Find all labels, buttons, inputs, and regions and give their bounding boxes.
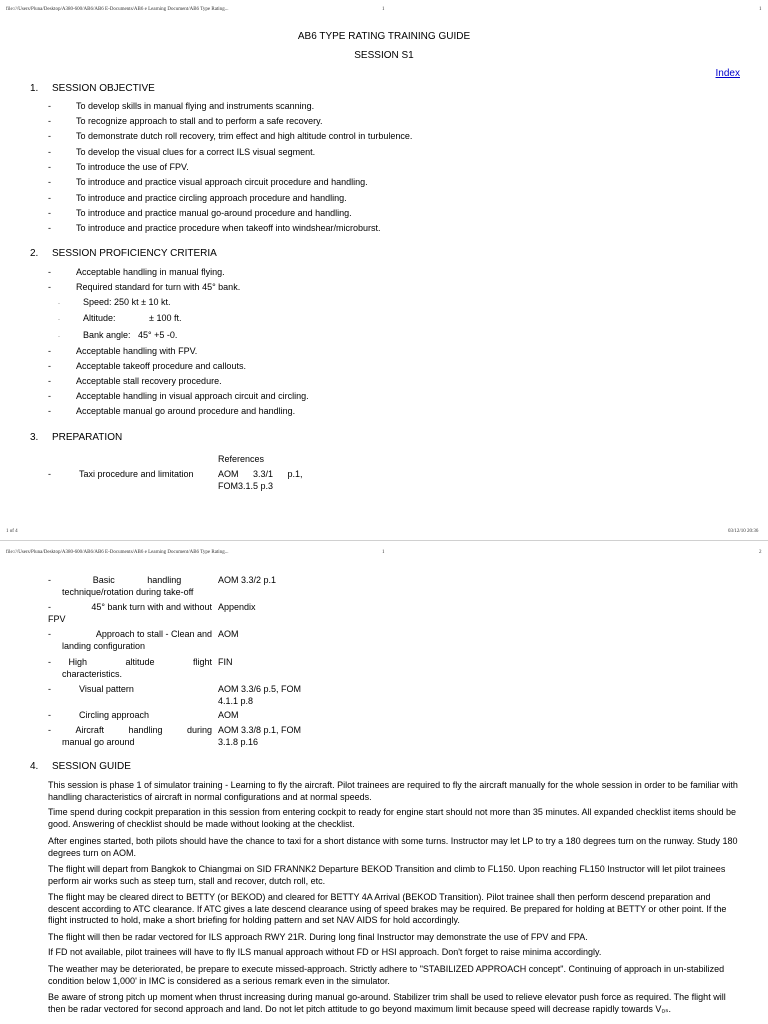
prep-row-ref: FIN xyxy=(218,657,233,667)
prep-row-ref: AOM 3.3/6 p.5, FOM 4.1.1 p.8 xyxy=(218,684,302,706)
footer-datetime: 03/12/10 20:36 xyxy=(728,529,759,534)
prep-row-ref: AOM 3.3/8 p.1, FOM 3.1.8 p.16 xyxy=(218,725,302,747)
list-item: - Acceptable handling in visual approach circuit and circling. xyxy=(48,391,309,401)
guide-paragraph: Time spend during cockpit preparation in this session from entering cockpit to ready for engine start should not more than 35 minutes. All expanded checklist items should be good. Answering of checklist should be made without looking at the checklist. xyxy=(48,807,737,829)
section-heading: 4. SESSION GUIDE xyxy=(30,761,131,772)
list-item: - To demonstrate dutch roll recovery, trim effect and high altitude control in turbulence. xyxy=(48,131,413,141)
criteria-subitem: · Speed: 250 kt ± 10 kt. xyxy=(58,297,171,307)
prep-row-dash: - xyxy=(48,657,51,667)
prep-row-label: 45° bank turn with and without FPV xyxy=(48,602,212,624)
prep-row-dash: - xyxy=(48,602,51,612)
guide-paragraph: If FD not available, pilot trainees will have to fly ILS manual approach without FD or HSI approach. Don't forget to raise minima accordingly. xyxy=(48,947,602,957)
prep-row-ref: AOM 3.3/1 p.1, FOM3.1.5 p.3 xyxy=(218,469,303,491)
criteria-subitem: · Bank angle: 45° +5 -0. xyxy=(58,330,178,340)
index-link[interactable]: Index xyxy=(715,68,740,79)
guide-paragraph: The weather may be deteriorated, be prepare to execute missed-approach. Strictly adhere to "STABILIZED APPROACH concept". Continuing of approach in un-stabilized condition below 1,000' in IMC is considered as a serious remark even in the simulator. xyxy=(48,964,725,986)
guide-paragraph: After engines started, both pilots should have the chance to taxi for a short distance with some turns. Instructor may let LP to try a 180 degrees turn on the runway. Study 180 degrees turn on AOM. xyxy=(48,836,738,858)
section-heading: 2. SESSION PROFICIENCY CRITERIA xyxy=(30,248,217,259)
header-page: 1 xyxy=(382,7,385,12)
list-item: - To introduce and practice circling approach procedure and handling. xyxy=(48,193,347,203)
header-num: 2 xyxy=(759,550,762,555)
section-heading: 1. SESSION OBJECTIVE xyxy=(30,83,155,94)
list-item: - To introduce the use of FPV. xyxy=(48,162,189,172)
references-header: References xyxy=(218,454,265,464)
criteria-subitem: · Altitude: ± 100 ft. xyxy=(58,313,182,323)
list-item: - To introduce and practice procedure when takeoff into windshear/microburst. xyxy=(48,223,381,233)
list-item: - To recognize approach to stall and to perform a safe recovery. xyxy=(48,116,323,126)
header-path: file:///Users/Pluna/Desktop/A380-600/AB6/AB6 E-Documents/AB6 e Learning Document/AB6 Type Rating... xyxy=(6,7,229,12)
list-item: - To develop the visual clues for a correct ILS visual segment. xyxy=(48,147,316,157)
prep-row-dash: - xyxy=(48,710,51,720)
header-page: 1 xyxy=(382,550,385,555)
prep-row-ref: Appendix xyxy=(218,602,256,612)
list-item: - To introduce and practice visual approach circuit procedure and handling. xyxy=(48,177,368,187)
section-heading: 3. PREPARATION xyxy=(30,432,123,443)
list-item: - To introduce and practice manual go-around procedure and handling. xyxy=(48,208,352,218)
header-path: file:///Users/Pluna/Desktop/A380-600/AB6/AB6 E-Documents/AB6 e Learning Document/AB6 Type Rating... xyxy=(6,550,229,555)
list-item: - To develop skills in manual flying and instruments scanning. xyxy=(48,101,315,111)
guide-paragraph: Be aware of strong pitch up moment when thrust increasing during manual go-around. Stabilizer trim shall be used to relieve elevator push force as required. The flight will then be radar vectored for second approach and land. Do not let pitch attitude to go beyond maximum limit because speed will decrease rapidly towards V₀ₛ. xyxy=(48,992,726,1014)
prep-row-ref: AOM 3.3/2 p.1 xyxy=(218,575,277,585)
prep-row-label: Circling approach xyxy=(79,710,150,720)
prep-row-label: - Taxi procedure and limitation xyxy=(48,469,194,479)
guide-paragraph: The flight may be cleared direct to BETTY (or BEKOD) and cleared for BETTY 4A Arrival (BEKOD Transition). Pilot trainee shall then perform descend preparation and descent according to ATC clearance. If ATC gives a late descend clearance using of speed brakes may be required. Be prepared for holding at BETTY or other point. If the flight instructed to hold, make a short briefing for holding pattern and set NAV AIDS for hold accordingly. xyxy=(48,892,727,926)
footer-page-count: 1 of 4 xyxy=(6,529,18,534)
list-item: - Required standard for turn with 45° bank. xyxy=(48,282,241,292)
list-item: - Acceptable handling with FPV. xyxy=(48,346,198,356)
prep-row-ref: AOM xyxy=(218,629,239,639)
prep-row-ref: AOM xyxy=(218,710,239,720)
header-num: 1 xyxy=(759,7,762,12)
list-item: - Acceptable stall recovery procedure. xyxy=(48,376,222,386)
guide-paragraph: The flight will then be radar vectored for ILS approach RWY 21R. During long final Instructor may demonstrate the use of FPV and FPA. xyxy=(48,932,588,942)
list-item: - Acceptable handling in manual flying. xyxy=(48,267,225,277)
session-title: SESSION S1 xyxy=(354,50,414,61)
prep-row-dash: - xyxy=(48,629,51,639)
doc-title: AB6 TYPE RATING TRAINING GUIDE xyxy=(297,31,471,42)
list-item: - Acceptable manual go around procedure and handling. xyxy=(48,406,296,416)
prep-row-label: Visual pattern xyxy=(79,684,134,694)
list-item: - Acceptable takeoff procedure and callouts. xyxy=(48,361,246,371)
prep-row-dash: - xyxy=(48,725,51,735)
prep-row-label: Basic handling technique/rotation during take-off xyxy=(62,575,194,597)
guide-paragraph: The flight will depart from Bangkok to Chiangmai on SID FRANNK2 Departure BEKOD Transition and climb to FL150. Upon reaching FL150 Instructor will let pilot trainees perform air works such as steep turn, stall and recover, dutch roll, etc. xyxy=(48,864,726,886)
guide-paragraph: This session is phase 1 of simulator training - Learning to fly the aircraft. Pilot trainees are required to fly the aircraft manually for the whole session in order to be familiar with handling characteristics of aircraft in normal configurations and at normal speeds. xyxy=(48,780,738,802)
page-break xyxy=(0,540,768,541)
prep-row-label: Aircraft handling during manual go around xyxy=(62,725,212,747)
prep-row-dash: - xyxy=(48,575,51,585)
prep-row-label: High altitude flight characteristics. xyxy=(62,657,212,679)
prep-row-dash: - xyxy=(48,684,51,694)
prep-row-label: Approach to stall - Clean and landing configuration xyxy=(62,629,212,651)
